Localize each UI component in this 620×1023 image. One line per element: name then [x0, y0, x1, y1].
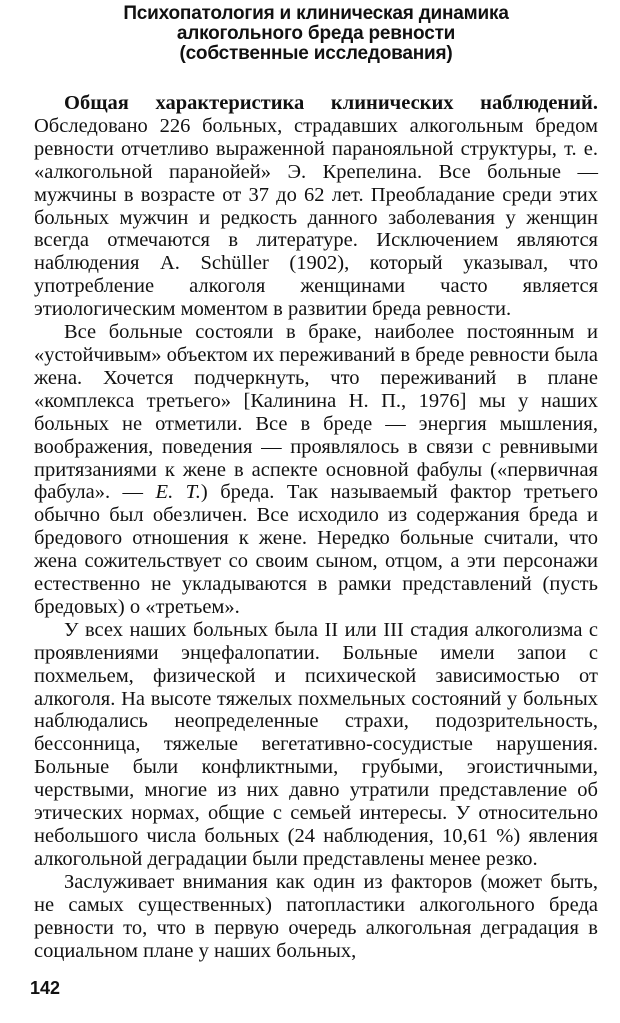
paragraph-1-lead: Общая характеристика клинических наблюдений.: [64, 92, 598, 114]
paragraph-1: [34, 92, 598, 321]
heading-line-3: (собственные исследования): [179, 43, 453, 64]
paragraph-2-text-b: ) бреда. Так называемый фактор третьего обычно был обезличен. Все исходило из содержания бреда и бредового отношения к жене. Нередко больные считали, что жена сожительствует со своим сыном, отцом, а эти персонажи естественно не укладываются в рамки представлений (пусть бредовых) о «третьем».: [34, 481, 598, 618]
paragraph-2-initials: Е. Т.: [155, 481, 201, 504]
paragraph-1-text: Обследовано 226 больных, страдавших алкогольным бредом ревности отчетливо выраженной паранояльной структуры, т. е. «алкогольной паранойей» Э. Крепелина. Все больные — мужчины в возрасте от 37 до 62 лет. Преобладание среди этих больных мужчин и редкость данного заболевания у женщин всегда отмечаются в литературе. Исключением являются наблюдения A. Schüller (1902), который указывал, что употребление алкоголя женщинами часто является этиологическим моментом в развитии бреда ревности.: [34, 114, 598, 321]
paragraph-4: Заслуживает внимания как один из факторов (может быть, не самых существенных) патопластики алкогольного бреда ревности то, что в первую очередь алкогольная деградация в социальном плане у наших больных,: [34, 870, 598, 962]
paragraph-2-text-a: Все больные состояли в браке, наиболее постоянным и «устойчивым» объектом их переживаний в бреде ревности была жена. Хочется подчеркнуть, что переживаний в плане «комплекса третьего» [Калинина Н. П., 1976] мы у наших больных не отметили. Все в бреде — энергия мышления, воображения, поведения — проявлялось в связи с ревнивыми притязаниями к жене в аспекте основной фабулы («первичная фабула». —: [34, 321, 598, 504]
page-number: 142: [30, 978, 61, 998]
heading-line-2: алкогольного бреда ревности: [176, 23, 456, 44]
body-text: [34, 92, 598, 962]
heading-line-1: Психопатология и клиническая динамика: [123, 3, 509, 24]
paragraph-2: [34, 321, 598, 619]
paragraph-3: У всех наших больных была II или III стадия алкоголизма с проявлениями энцефалопатии. Больные имели запои с похмельем, физической и психической зависимостью от алкоголя. На высоте тяжелых похмельных состояний у больных наблюдались неопределенные страхи, подозрительность, бессонница, тяжелые вегетативно-сосудистые нарушения. Больные были конфликтными, грубыми, эгоистичными, черствыми, многие из них давно утратили представление об этических нормах, общие с семьей интересы. У относительно небольшого числа больных (24 наблюдения, 10,61 %) явления алкогольной деградации были представлены менее резко.: [34, 618, 598, 870]
section-heading: [34, 4, 598, 64]
